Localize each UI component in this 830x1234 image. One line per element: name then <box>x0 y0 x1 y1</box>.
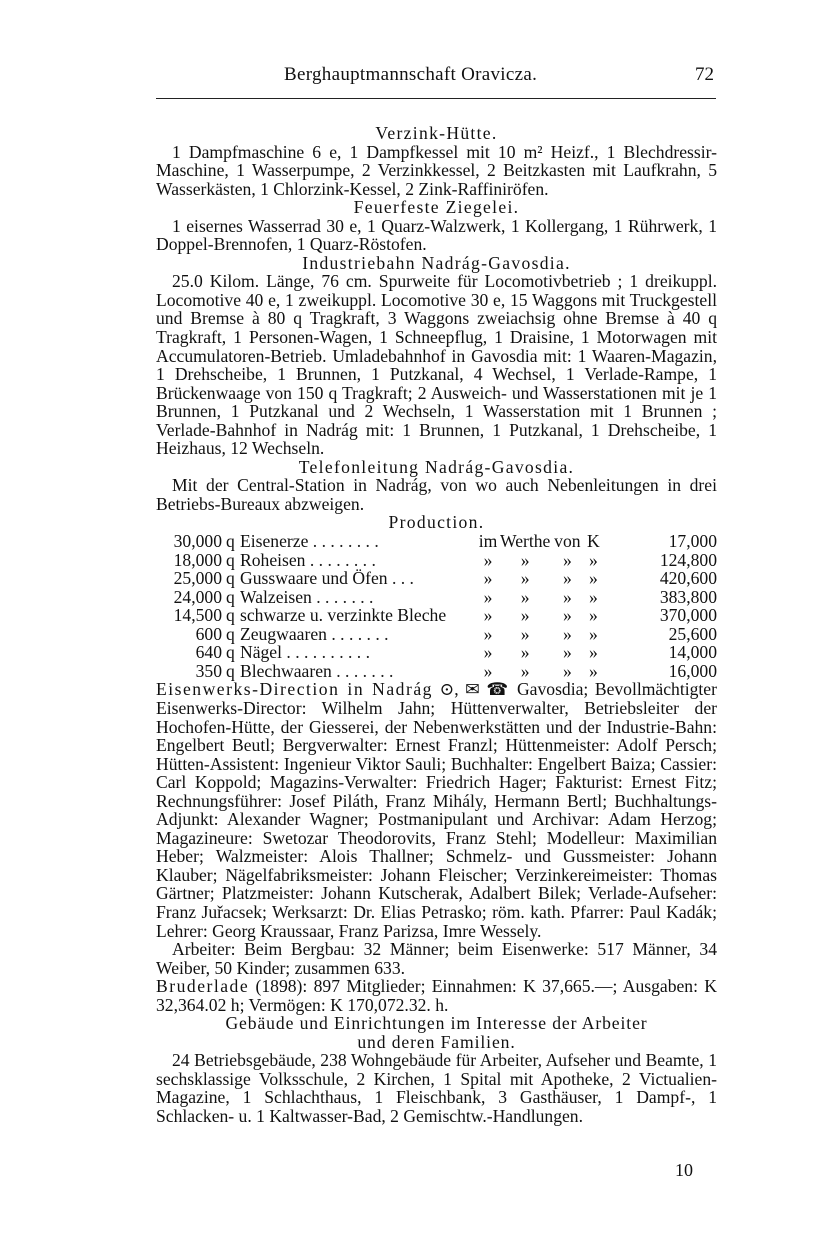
production-col-3: » <box>562 660 572 681</box>
production-value: 17,000 <box>668 531 717 552</box>
production-row <box>156 569 717 588</box>
production-col-4: » <box>588 586 598 607</box>
bruderlade-label: Bruderlade <box>156 976 250 997</box>
production-col-1: » <box>483 642 493 663</box>
production-quantity: 18,000 <box>173 549 222 570</box>
production-quantity: 30,000 <box>173 531 222 552</box>
production-col-2: Werthe <box>500 531 551 552</box>
production-col-4: » <box>588 660 598 681</box>
production-item-leader: . . . . . . . . <box>305 549 376 570</box>
production-col-4: » <box>588 642 598 663</box>
production-item <box>240 551 476 570</box>
production-item-name: Eisenerze <box>240 531 309 552</box>
production-unit: q <box>226 531 235 552</box>
section-bruderlade <box>156 977 717 1014</box>
production-col-3: » <box>562 568 572 589</box>
production-item <box>240 662 476 681</box>
page-header <box>156 64 716 99</box>
production-item-name: schwarze u. verzinkte Bleche <box>240 605 447 626</box>
production-item-leader: . . . <box>387 568 414 589</box>
direction-heading: Eisenwerks-Direction in Nadrág <box>156 679 433 700</box>
production-item <box>240 532 476 551</box>
section-heading-industriebahn: Industriebahn Nadrág-Gavosdia. <box>302 252 571 273</box>
production-unit: q <box>226 568 235 589</box>
production-col-4: » <box>588 549 598 570</box>
production-row <box>156 662 717 681</box>
production-item <box>240 625 476 644</box>
production-item-leader: . . . . . . . <box>311 586 374 607</box>
production-item-name: Zeugwaaren <box>240 623 327 644</box>
production-col-1: » <box>483 660 493 681</box>
production-row <box>156 643 717 662</box>
production-unit: q <box>226 549 235 570</box>
running-title: Berghauptmannschaft Oravicza. <box>284 64 538 85</box>
production-quantity: 25,000 <box>173 568 222 589</box>
production-table <box>156 532 717 680</box>
production-unit: q <box>226 586 235 607</box>
production-item-leader: . . . . . . . <box>326 623 389 644</box>
production-quantity: 350 <box>195 660 222 681</box>
direction-text: Gavosdia; Bevollmächtigter Eisenwerks-Director: Wilhelm Jahn; Hüttenverwalter, Betriebsleiter der Hochofen-Hütte, der Giesserei, der Nebenwerkstätten und der Industrie-Bahn: Engelbert Beutl; Bergverwalter: Ernest Franzl; Hüttenmeister: Adolf Persch; Hütten-Assistent: Ingenieur Viktor Sauli; Buchhalter: Engelbert Baiza; Cassier: Carl Koppold; Magazins-Verwalter: Friedrich Hager; Fakturist: Ernest Fitz; Rechnungsführer: Josef Piláth, Franz Mihály, Hermann Bertl; Buchhaltungs-Adjunkt: Alexander Wagner; Postmanipulant und Archivar: Adam Herzog; Magazineure: Swetozar Theodorovits, Franz Stehl; Modelleur: Maximilian Heber; Walzmeister: Alois Thallner; Schmelz- und Gussmeister: Johann Klauber; Nägelfabriksmeister: Johann Fleischer; Verzinkereimeister: Thomas Gärtner; Platzmeister: Johann Kutscherak, Adalbert Bilek; Verlade-Aufseher: Franz Juřacsek; Werksarzt: Dr. Elias Petrasko; röm. kath. Pfarrer: Paul Kadák; Lehrer: Georg Kraussaar, Franz Parizsa, Imre Wessely. <box>156 679 717 941</box>
production-item-leader: . . . . . . . . . . <box>282 642 370 663</box>
production-col-1: » <box>483 605 493 626</box>
production-col-3: » <box>562 642 572 663</box>
section-heading-production: Production. <box>388 512 485 533</box>
production-item-name: Walzeisen <box>240 586 312 607</box>
page-number: 72 <box>695 64 714 85</box>
production-value: 14,000 <box>668 642 717 663</box>
gebaeude-heading-line2: und deren Familien. <box>357 1031 516 1052</box>
bruderlade-text: (1898): 897 Mitglieder; Einnahmen: K 37,665.—; Ausgaben: K 32,364.02 h; Vermögen: K 170,072.32. h. <box>156 976 718 1015</box>
arbeiter-text: Beim Bergbau: 32 Männer; beim Eisenwerke: 517 Männer, 34 Weiber, 50 Kinder; zusammen 633. <box>156 939 717 978</box>
production-col-3: » <box>562 586 572 607</box>
production-col-2: » <box>520 623 530 644</box>
production-item <box>240 569 476 588</box>
production-item-name: Roheisen <box>240 549 306 570</box>
page-body <box>156 124 717 1126</box>
section-text-feuerfeste: 1 eisernes Wasserrad 30 e, 1 Quarz-Walzwerk, 1 Kollergang, 1 Rührwerk, 1 Doppel-Brennofen, 1 Quarz-Röstofen. <box>156 215 717 255</box>
production-unit: q <box>226 660 235 681</box>
production-col-3: » <box>562 623 572 644</box>
section-heading-verzink: Verzink-Hütte. <box>375 123 498 143</box>
production-quantity: 14,500 <box>173 605 222 626</box>
production-row <box>156 551 717 570</box>
production-col-1: » <box>483 623 493 644</box>
production-col-3: » <box>562 605 572 626</box>
production-item-name: Gusswaare und Öfen <box>240 568 388 589</box>
production-item <box>240 606 476 625</box>
production-value: 370,000 <box>659 605 717 626</box>
section-text-gebaeude: 24 Betriebsgebäude, 238 Wohngebäude für Arbeiter, Aufseher und Beamte, 1 sechsklassige Volksschule, 2 Kirchen, 1 Spital mit Apotheke, 2 Victualien-Magazine, 1 Schlachthaus, 1 Fleischbank, 3 Gasthäuser, 1 Dampf-, 1 Schlacken- u. 1 Kaltwasser-Bad, 2 Gemischtw.-Handlungen. <box>156 1050 717 1126</box>
production-col-2: » <box>520 549 530 570</box>
production-item-leader: . . . . . . . <box>331 660 394 681</box>
production-col-1: » <box>483 549 493 570</box>
production-col-3: » <box>562 549 572 570</box>
production-col-2: » <box>520 568 530 589</box>
section-text-telefon: Mit der Central-Station in Nadrág, von wo auch Nebenleitungen in drei Betriebs-Bureaux abzweigen. <box>156 475 717 514</box>
production-value: 124,800 <box>659 549 717 570</box>
production-unit: q <box>226 623 235 644</box>
production-col-4: » <box>588 568 598 589</box>
production-quantity: 600 <box>195 623 222 644</box>
production-col-4: K <box>587 531 600 552</box>
direction-symbols: ⊙, ✉ ☎ <box>439 679 511 700</box>
production-value: 420,600 <box>659 568 717 589</box>
production-col-1: im <box>478 531 498 552</box>
production-col-2: » <box>520 586 530 607</box>
production-col-4: » <box>588 605 598 626</box>
section-heading-feuerfeste: Feuerfeste Ziegelei. <box>353 197 520 218</box>
section-arbeiter <box>156 940 717 977</box>
production-col-2: » <box>520 660 530 681</box>
production-col-3: von <box>554 531 581 552</box>
production-col-2: » <box>520 642 530 663</box>
arbeiter-label: Arbeiter: <box>172 939 236 960</box>
production-col-1: » <box>483 568 493 589</box>
section-direction <box>156 680 717 940</box>
production-item <box>240 643 476 662</box>
section-heading-telefon: Telefonleitung Nadrág-Gavosdia. <box>298 456 575 477</box>
signature-mark: 10 <box>675 1160 693 1180</box>
production-row <box>156 532 717 551</box>
production-row <box>156 588 717 607</box>
production-unit: q <box>226 605 235 626</box>
production-value: 25,600 <box>668 623 717 644</box>
production-item-name: Blechwaaren <box>240 660 332 681</box>
production-value: 16,000 <box>668 660 717 681</box>
production-unit: q <box>226 642 235 663</box>
production-row <box>156 625 717 644</box>
production-row <box>156 606 717 625</box>
production-item <box>240 588 476 607</box>
production-item-leader: . . . . . . . . <box>308 531 379 552</box>
production-col-1: » <box>483 586 493 607</box>
production-item-name: Nägel <box>240 642 283 663</box>
section-text-industriebahn: 25.0 Kilom. Länge, 76 cm. Spurweite für Locomotivbetrieb ; 1 dreikuppl. Locomotive 40 e, 1 zweikuppl. Locomotive 30 e, 15 Waggons mit Truckgestell und Bremse à 80 q Tragkraft, 3 Waggons zweiachsig ohne Bremse à 40 q Tragkraft, 1 Personen-Wagen, 1 Schneepflug, 1 Draisine, 1 Motorwagen mit Accumulatoren-Betrieb. Umladebahnhof in Gavosdia mit: 1 Waaren-Magazin, 1 Drehscheibe, 1 Brunnen, 1 Putzkanal, 4 Wechsel, 1 Verlade-Rampe, 1 Brückenwaage von 150 q Tragkraft; 2 Ausweich- und Wasserstationen mit je 1 Brunnen, 1 Putzkanal und 2 Wechseln, 1 Wasserstation mit 1 Brunnen ; Verlade-Bahnhof in Nadrág mit: 1 Brunnen, 1 Putzkanal, 1 Drehscheibe, 1 Heizhaus, 12 Wechseln. <box>156 271 717 459</box>
gebaeude-heading-line1: Gebäude und Einrichtungen im Interesse der Arbeiter <box>225 1013 648 1034</box>
production-quantity: 640 <box>195 642 222 663</box>
production-col-2: » <box>520 605 530 626</box>
production-col-4: » <box>588 623 598 644</box>
production-quantity: 24,000 <box>173 586 222 607</box>
production-value: 383,800 <box>659 586 717 607</box>
section-text-verzink: 1 Dampfmaschine 6 e, 1 Dampfkessel mit 10 m² Heizf., 1 Blechdressir-Maschine, 1 Wasserpumpe, 2 Verzinkkessel, 2 Beitzkasten mit Laufkrahn, 5 Wasserkästen, 1 Chlorzink-Kessel, 2 Zink-Raffiniröfen. <box>156 141 717 199</box>
